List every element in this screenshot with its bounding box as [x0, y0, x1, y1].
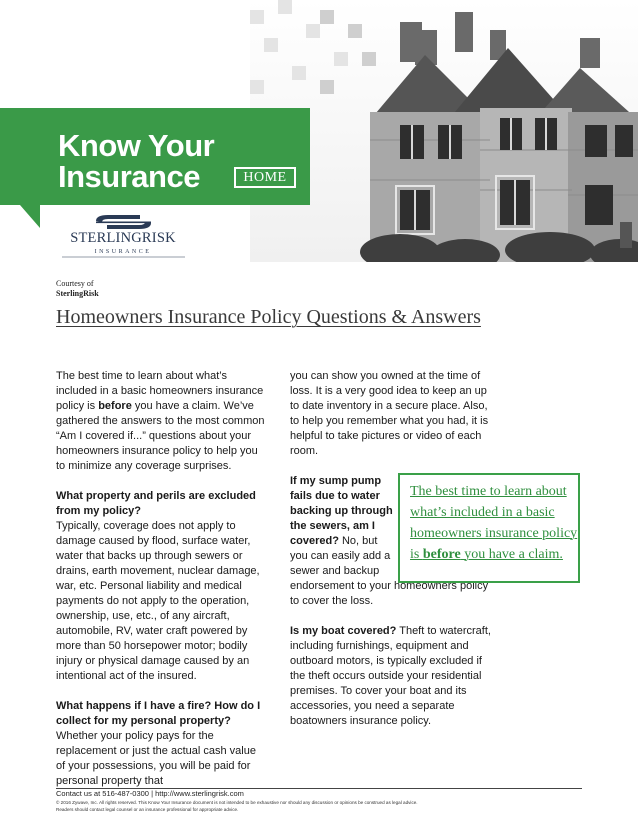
page-title: Homeowners Insurance Policy Questions & Answers	[56, 306, 481, 328]
banner-title-line1: Know Your	[58, 128, 215, 163]
question-boat: Is my boat covered? Theft to watercraft, including furnishings, equipment and outboard motors, is typically excluded if the theft occurs outside your residential premises. To cover your boat and its accessories, you need a separate boatowners insurance policy.	[290, 625, 491, 727]
intro-paragraph: The best time to learn about what’s included in a basic homeowners insurance policy is before you have a claim. We’ve gathered the answers to the most common “Am I covered if...” questions about your homeowners insurance policy to help you to minimize any coverage surprises.	[56, 370, 265, 472]
logo-name: STERLINGRISK	[70, 230, 176, 246]
footer-legal	[56, 799, 596, 813]
question-sump-pump: If my sump pump fails due to water backing up through the sewers, am I covered? No, but you can easily add a sewer and backup endorsement to your homeowners policy to cover the loss.	[290, 475, 489, 607]
footer-contact: Contact us at 516-487-0300 | http://www.sterlingrisk.com	[56, 789, 244, 798]
courtesy-line1: Courtesy of	[56, 279, 94, 288]
answer-fire-continued: you can show you owned at the time of loss. It is a very good idea to keep an up to date inventory in a secure place. Also, to help you remember what you had, it is helpful to take pictures or video of each room.	[290, 370, 489, 457]
pull-quote: The best time to learn about what’s included in a basic homeowners insurance policy is before you have a claim.	[398, 473, 580, 583]
banner-title-line2: Insurance	[58, 159, 200, 194]
question-exclusions: What property and perils are excluded from my policy?	[56, 490, 256, 517]
logo-subtitle: INSURANCE	[94, 249, 152, 255]
home-tag: HOME	[234, 167, 296, 188]
footer-legal-line1: © 2016 Zywave, Inc. All rights reserved. This Know Your Insurance document is not intended to be exhaustive nor should any discussion or opinions be construed as legal advice.	[56, 800, 418, 805]
answer-exclusions: Typically, coverage does not apply to damage caused by flood, surface water, water that backs up through sewers or drains, earth movement, nuclear damage, war, etc. Personal liability and medical payments do not apply to the operation, ownership, use, etc., of any aircraft, automobile, RV, water craft powered by more than 50 horsepower motor; bodily injury or physical damage caused by an intentional act of the insured.	[56, 520, 260, 682]
courtesy-note	[56, 279, 99, 299]
courtesy-line2: SterlingRisk	[56, 289, 99, 298]
question-fire: What happens if I have a fire? How do I collect for my personal property? Whether your policy pays for the replacement or just the actual cash value of your possessions, you will be paid for personal property that	[56, 700, 261, 787]
banner-title	[58, 130, 214, 192]
left-column	[56, 369, 268, 789]
footer-legal-line2: Readers should contact legal counsel or an insurance professional for appropriate advice.	[56, 807, 239, 812]
